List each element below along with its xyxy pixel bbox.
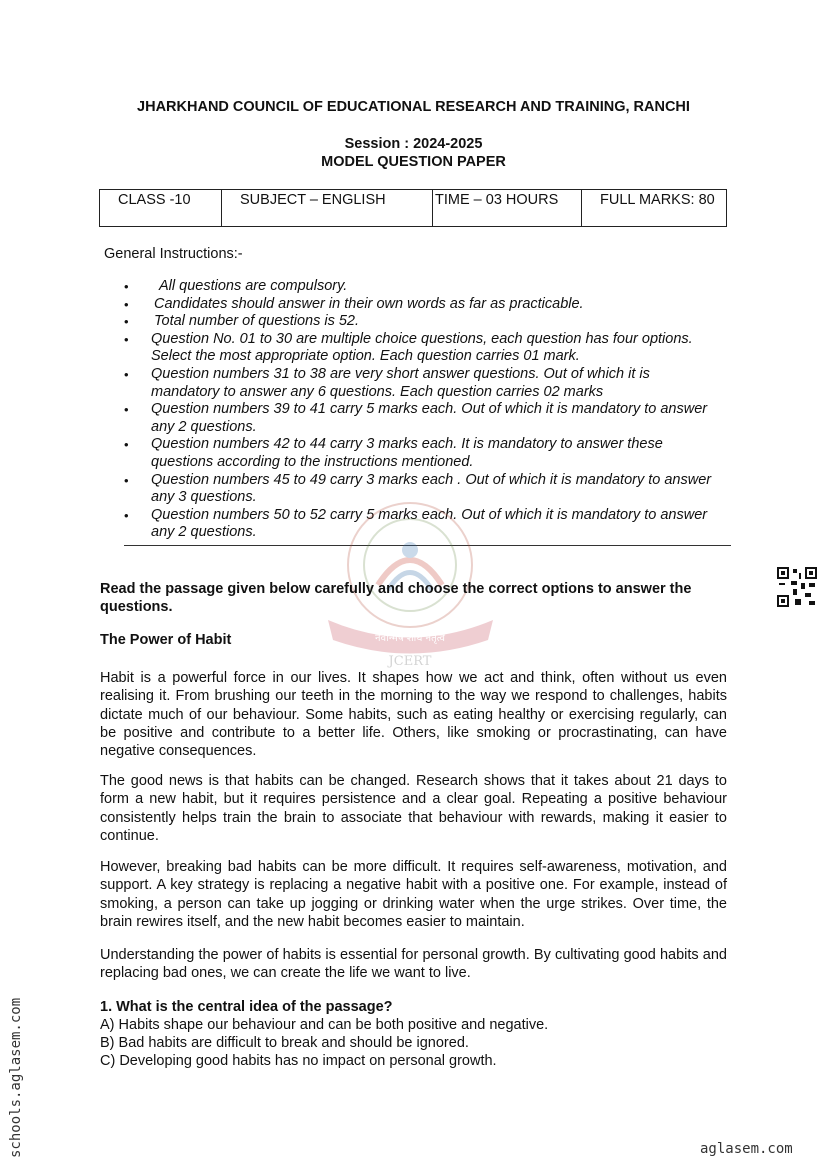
option-b: B) Bad habits are difficult to break and should be ignored. xyxy=(100,1035,469,1051)
passage-paragraph: Understanding the power of habits is essential for personal growth. By cultivating good habits and replacing bad ones, we can create the life we want to live. xyxy=(100,947,727,982)
time-cell: TIME – 03 HOURS xyxy=(433,190,582,227)
question-text: 1. What is the central idea of the passage? xyxy=(100,999,393,1015)
instruction-item: • Question numbers 45 to 49 carry 3 marks each . Out of which it is mandatory to answer any 3 questions. xyxy=(124,472,714,507)
option-c: C) Developing good habits has no impact on personal growth. xyxy=(100,1053,497,1069)
footer-url: aglasem.com xyxy=(700,1141,793,1157)
passage-paragraph: However, breaking bad habits can be more difficult. It requires self-awareness, motivation, and support. A key strategy is replacing a negative habit with a positive one. For example, instead of smoking, a person can take up jogging or drinking water when the urge strikes. Over time, the brain rewires itself, and the new habit becomes easier to maintain. xyxy=(100,859,727,930)
passage-paragraph: Habit is a powerful force in our lives. It shapes how we act and think, often without us even realising it. From brushing our teeth in the morning to the way we respond to challenges, habits dictate much of our behaviour. Some habits, such as eating healthy or exercising regularly, can be positive and contribute to a better life. Others, like smoking or procrastinating, can have negative consequences. xyxy=(100,670,727,760)
passage-instruction: Read the passage given below carefully and choose the correct options to answer the questions. xyxy=(100,581,692,615)
qr-code-icon xyxy=(777,567,817,607)
watermark-motto: नवोन्मेष शोध नेतृत्व xyxy=(375,633,445,644)
instruction-item: • All questions are compulsory. xyxy=(124,278,714,296)
passage-title: The Power of Habit xyxy=(100,632,232,648)
side-watermark-url: schools.aglasem.com xyxy=(8,997,24,1158)
class-cell: CLASS -10 xyxy=(100,190,222,227)
instruction-item: • Question numbers 31 to 38 are very short answer questions. Out of which it is mandatory to answer any 6 questions. Each question carries 02 marks xyxy=(124,366,714,401)
passage-paragraph: The good news is that habits can be changed. Research shows that it takes about 21 days to form a new habit, but it requires persistence and a clear goal. Repeating a positive behaviour consistently helps train the brain to associate that behaviour with rewards, making it easier to continue. xyxy=(100,773,727,844)
instruction-item: • Question No. 01 to 30 are multiple choice questions, each question has four options. Select the most appropriate option. Each question carries 01 mark. xyxy=(124,331,714,366)
council-heading: JHARKHAND COUNCIL OF EDUCATIONAL RESEARCH AND TRAINING, RANCHI xyxy=(137,99,690,115)
question-1 xyxy=(100,998,727,1070)
instruction-item: • Total number of questions is 52. xyxy=(124,313,714,331)
paper-type: MODEL QUESTION PAPER xyxy=(321,154,506,170)
instruction-item: • Question numbers 42 to 44 carry 3 marks each. It is mandatory to answer these questions according to the instructions mentioned. xyxy=(124,436,714,471)
subject-cell: SUBJECT – ENGLISH xyxy=(222,190,433,227)
instructions-heading: General Instructions:- xyxy=(104,246,243,262)
marks-cell: FULL MARKS: 80 xyxy=(582,190,727,227)
instruction-item: • Question numbers 39 to 41 carry 5 marks each. Out of which it is mandatory to answer any 2 questions. xyxy=(124,401,714,436)
info-table xyxy=(99,189,727,227)
instruction-item: • Candidates should answer in their own words as far as practicable. xyxy=(124,296,714,314)
session-line: Session : 2024-2025 xyxy=(344,136,483,152)
option-a: A) Habits shape our behaviour and can be both positive and negative. xyxy=(100,1017,549,1033)
instruction-item: • Question numbers 50 to 52 carry 5 marks each. Out of which it is mandatory to answer any 2 questions. xyxy=(124,507,714,542)
watermark-logo-text: JCERT xyxy=(388,654,432,669)
